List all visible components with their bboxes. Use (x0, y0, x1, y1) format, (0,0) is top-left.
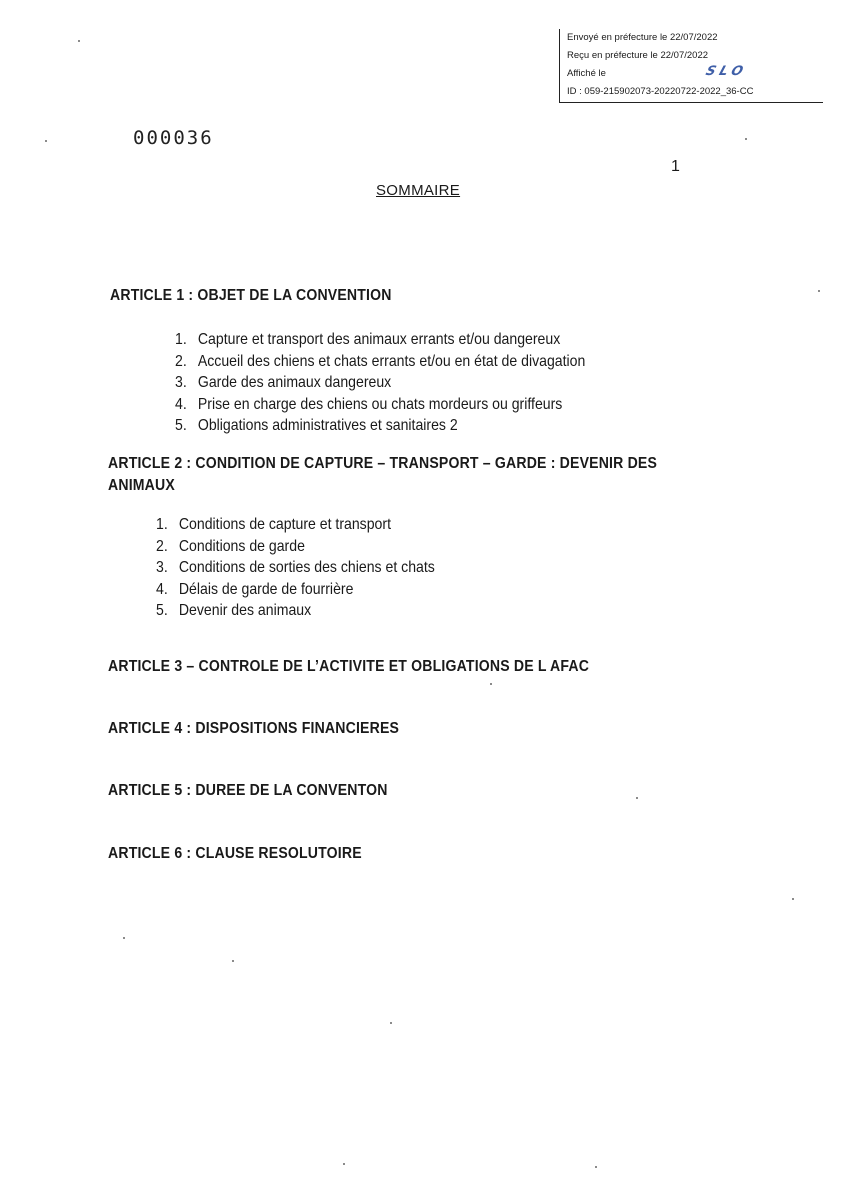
scan-speck (595, 1166, 597, 1168)
scan-speck (45, 140, 47, 142)
article-5-heading: ARTICLE 5 : DUREE DE LA CONVENTON (108, 782, 388, 799)
article-2-list (156, 514, 473, 622)
scan-speck (343, 1163, 345, 1165)
list-item: 4. Prise en charge des chiens ou chats mordeurs ou griffeurs (175, 395, 563, 413)
stamp-received: Reçu en préfecture le 22/07/2022 (567, 50, 709, 61)
list-item: 2. Accueil des chiens et chats errants et/ou en état de divagation (175, 352, 586, 370)
list-item: 5. Obligations administratives et sanitaires 2 (175, 417, 458, 434)
prefecture-stamp (559, 29, 823, 103)
article-2-heading: ARTICLE 2 : CONDITION DE CAPTURE – TRANSPORT – GARDE : DEVENIR DES ANIMAUX (108, 455, 658, 494)
list-item: 3. Garde des animaux dangereux (175, 374, 392, 391)
scan-speck (490, 683, 492, 685)
article-6-heading: ARTICLE 6 : CLAUSE RESOLUTOIRE (108, 845, 362, 862)
list-item: 4. Délais de garde de fourrière (156, 580, 354, 598)
list-item: 1. Conditions de capture et transport (156, 516, 391, 533)
list-item: 5. Devenir des animaux (156, 602, 312, 619)
scan-speck (745, 138, 747, 140)
scan-speck (123, 937, 125, 939)
article-3-heading: ARTICLE 3 – CONTROLE DE L’ACTIVITE ET OBLIGATIONS DE L AFAC (108, 658, 590, 675)
scan-speck (792, 898, 794, 900)
list-item: 3. Conditions de sorties des chiens et chats (156, 559, 435, 576)
document-number: 000036 (133, 127, 214, 149)
page-number: 1 (671, 158, 680, 175)
list-item: 1. Capture et transport des animaux errants et/ou dangereux (175, 331, 561, 348)
scan-speck (232, 960, 234, 962)
stamp-id: ID : 059-215902073-20220722-2022_36-CC (567, 86, 754, 97)
scan-speck (390, 1022, 392, 1024)
scan-speck (818, 290, 820, 292)
article-4-heading: ARTICLE 4 : DISPOSITIONS FINANCIERES (108, 720, 400, 737)
article-1-heading: ARTICLE 1 : OBJET DE LA CONVENTION (110, 287, 392, 304)
article-1-list (175, 329, 641, 437)
slo-logo: SLO (703, 64, 749, 79)
stamp-posted: Affiché le (567, 68, 606, 79)
list-item: 2. Conditions de garde (156, 537, 305, 555)
scan-speck (636, 797, 638, 799)
stamp-sent: Envoyé en préfecture le 22/07/2022 (567, 32, 718, 43)
scan-speck (78, 40, 80, 42)
page-title: SOMMAIRE (376, 182, 461, 199)
